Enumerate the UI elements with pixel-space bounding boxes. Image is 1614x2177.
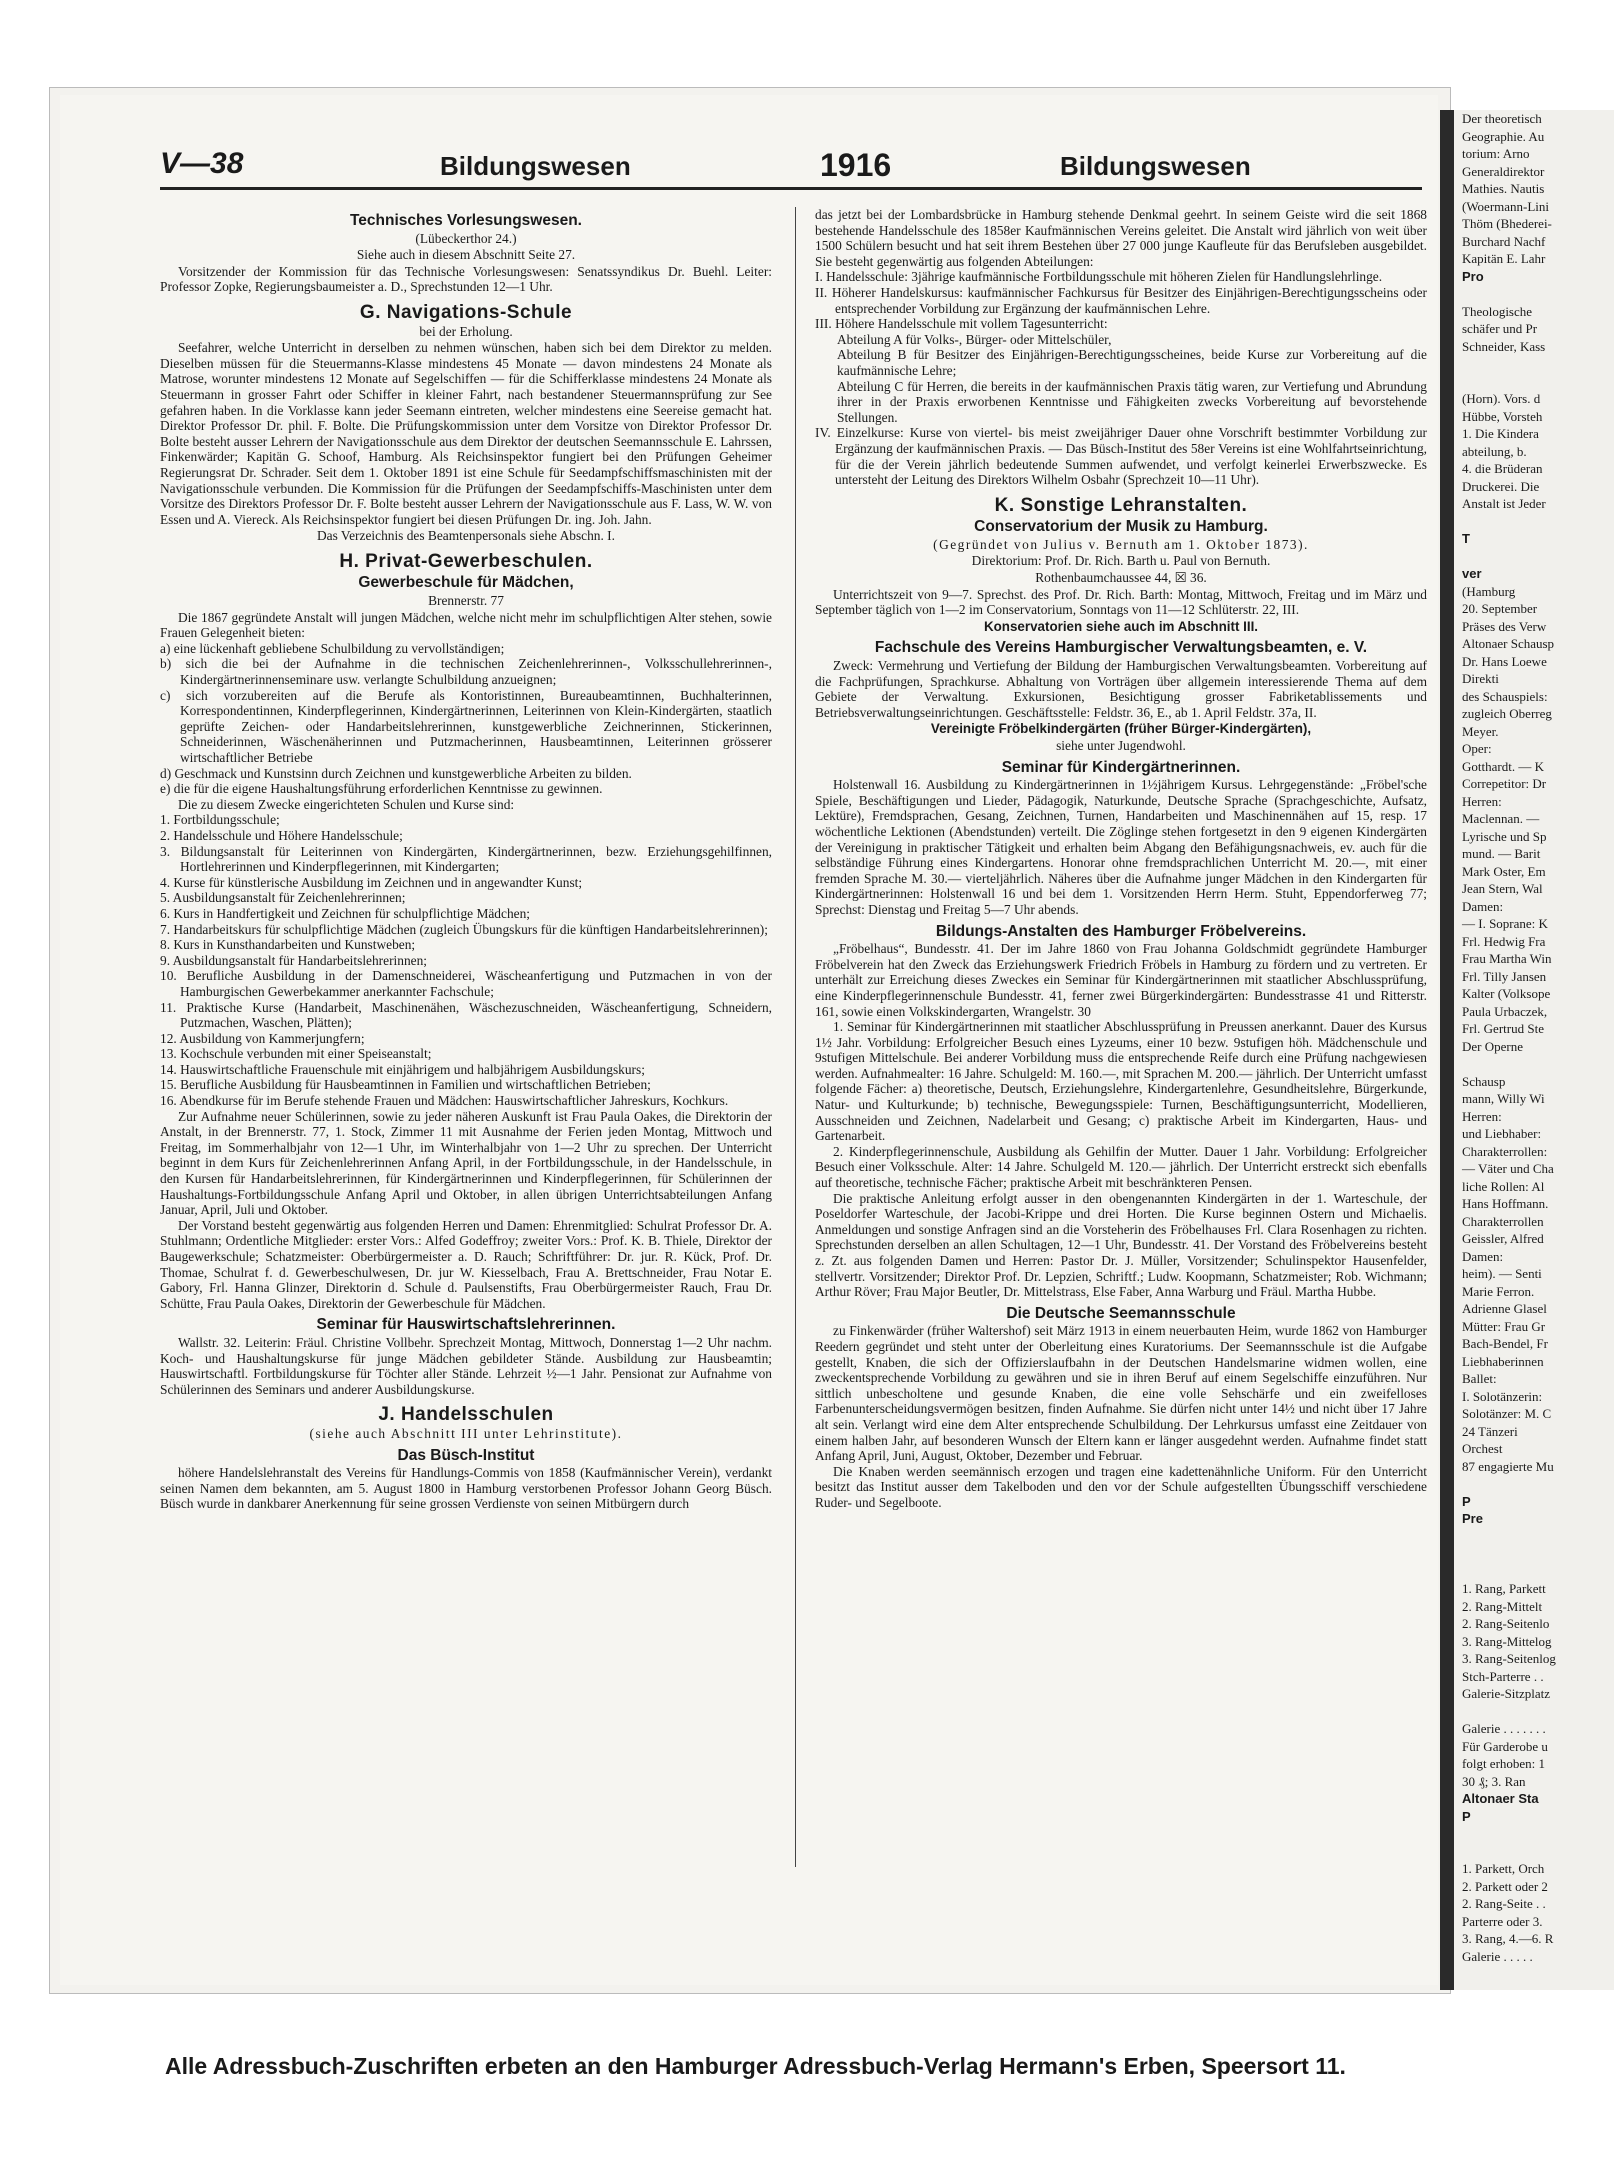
- list-item: 14. Hauswirtschaftliche Frauenschule mit einjährigem und halbjährigem Ausbildungskurs;: [160, 1061, 645, 1077]
- list-item: II. Höherer Handelskursus: kaufmännischer Fachkursus für Besitzer des Einjährigen-Berechtigungsscheins oder entsprechender Vorbildung zur Ergänzung der kaufmännischen Lehre.: [815, 284, 1427, 316]
- strip-line: Charakterrollen: [1462, 1213, 1544, 1229]
- strip-line: Mark Oster, Em: [1462, 863, 1546, 879]
- page-number: V—38: [160, 147, 244, 180]
- strip-line: des Schauspiels:: [1462, 688, 1548, 704]
- strip-line: Theologische: [1462, 303, 1533, 319]
- centered-line: Siehe auch in diesem Abschnitt Seite 27.: [356, 247, 576, 263]
- strip-line: Druckerei. Die: [1462, 478, 1540, 494]
- list-item: 13. Kochschule verbunden mit einer Speiseanstalt;: [160, 1046, 432, 1062]
- strip-line: Paula Urbaczek,: [1462, 1003, 1548, 1019]
- strip-line: [1454, 1825, 1614, 1843]
- paragraph: Vorsitzender der Kommission für das Technische Vorlesungswesen: Senatssyndikus Dr. Buehl. Leiter: Professor Zopke, Regierungsbaumeister a. D., Sprechstunden 12—1 Uhr.: [160, 263, 772, 295]
- strip-line: liche Rollen: Al: [1462, 1178, 1545, 1194]
- strip-line: Geissler, Alfred: [1462, 1231, 1544, 1246]
- strip-line: Meyer.: [1462, 723, 1499, 739]
- list-item: Abteilung A für Volks-, Bürger- oder Mittelschüler,: [837, 331, 1112, 347]
- strip-line: 1. Rang, Parkett: [1462, 1581, 1546, 1596]
- footer-notice: Alle Adressbuch-Zuschriften erbeten an den Hamburger Adressbuch-Verlag Hermann's Erben, Speersort 11.: [165, 2053, 1346, 2079]
- strip-line: Galerie-Sitzplatz: [1462, 1686, 1551, 1701]
- list-item: IV. Einzelkurse: Kurse von viertel- bis meist zweijähriger Dauer ohne Vorschrift bestimmter Vorbildung zur Ergänzung der kaufmännischen Praxis. — Das Büsch-Institut des 58er Vereins ist eine Wohlfahrtseinrichtung, für die der Verein jährlich bedeutende Summen aufwendet, und verfolgt keinerlei Erwerbszwecke. Es untersteht der Leitung des Direktors Wilhelm Osbahr (Sprechzeit 10—11 Uhr).: [815, 425, 1427, 488]
- paragraph: Die zu diesem Zwecke eingerichteten Schulen und Kurse sind:: [178, 796, 515, 812]
- strip-line: 2. Parkett oder 2: [1462, 1878, 1548, 1894]
- list-item: 12. Ausbildung von Kammerjungfern;: [160, 1030, 365, 1046]
- subsection-heading: Conservatorium der Musik zu Hamburg.: [974, 518, 1268, 536]
- strip-line: Frl. Gertrud Ste: [1462, 1021, 1544, 1036]
- document-page: [60, 95, 1438, 2079]
- strip-line: 3. Rang-Seitenlog: [1462, 1651, 1556, 1666]
- strip-line: P: [1462, 1808, 1471, 1824]
- subsection-heading: Technisches Vorlesungswesen.: [349, 212, 582, 229]
- centered-line: bei der Erholung.: [419, 323, 513, 339]
- list-item: b) sich die bei der Aufnahme in die technischen Zeichenlehrerinnen-, Volksschullehrerinnen-, Kindergärtnerinnenseminare usw. verlangte Schulbildung anzueignen;: [160, 656, 772, 688]
- list-item: 9. Ausbildungsanstalt für Handarbeitslehrerinnen;: [160, 952, 428, 968]
- left-column: [160, 207, 772, 1512]
- strip-line: 2. Rang-Seitenlo: [1462, 1616, 1550, 1631]
- running-title-right: Bildungswesen: [1060, 151, 1251, 181]
- strip-line: Solotänzer: M. C: [1462, 1406, 1552, 1421]
- list-item: 1. Fortbildungsschule;: [160, 812, 280, 828]
- strip-line: Parterre oder 3.: [1462, 1913, 1543, 1929]
- strip-line: P: [1462, 1493, 1471, 1509]
- strip-line: folgt erhoben: 1: [1462, 1756, 1546, 1771]
- list-item: 7. Handarbeitskurs für schulpflichtige Mädchen (zugleich Übungskurs für die künftigen Handarbeitslehrerinnen);: [160, 921, 768, 937]
- strip-line: Galerie . . . . .: [1462, 1948, 1533, 1964]
- paragraph: Die Knaben werden seemännisch erzogen und tragen eine kadettenähnliche Uniform. Für den Unterricht besitzt das Institut ausser dem Takelboden und den vor der Schule aufgestellten Übungsschiff verschiedene Ruder- und Segelboote.: [815, 1463, 1427, 1510]
- page-header: [160, 147, 1420, 183]
- strip-line: [1454, 1055, 1614, 1073]
- strip-line: Jean Stern, Wal: [1462, 881, 1543, 896]
- strip-line: Frl. Hedwig Fra: [1462, 933, 1546, 949]
- paragraph: 2. Kinderpflegerinnenschule, Ausbildung als Gehilfin der Mutter. Dauer 1 Jahr. Vorbildung: Erfolgreicher Besuch einer Volksschule. Alter: 14 Jahre. Schulgeld M. 120.— jährlich. Der Unterricht erstreckt sich ebenfalls auf theoretische, technische Fächer; praktische Arbeit mit beschränkteren Pensen.: [815, 1143, 1427, 1191]
- strip-line: Galerie . . . . . . .: [1462, 1721, 1546, 1736]
- list-item: 11. Praktische Kurse (Handarbeit, Maschinenähen, Wäschezuschneiden, Wäscheanfertigung, Schneidern, Putzmachen, Waschen, Plätten);: [160, 999, 772, 1031]
- strip-line: Orchest: [1462, 1441, 1503, 1456]
- paragraph: Unterrichtszeit von 9—7. Sprechst. des Prof. Dr. Rich. Barth: Montag, Mittwoch, Freitag und im März und September täglich von 1—2 im Conservatorium, Sonntags von 11—12 Schlüterstr. 22, III.: [815, 586, 1427, 618]
- strip-line: [1454, 1528, 1614, 1546]
- subsection-heading: Fachschule des Vereins Hamburgischer Verwaltungsbeamten, e. V.: [874, 639, 1368, 657]
- section-heading: K. Sonstige Lehranstalten.: [994, 494, 1248, 516]
- strip-line: Frl. Tilly Jansen: [1462, 968, 1547, 984]
- strip-line: mund. — Barit: [1462, 846, 1541, 861]
- strip-line: Damen:: [1462, 898, 1504, 914]
- strip-line: Hans Hoffmann.: [1462, 1196, 1549, 1211]
- strip-line: Schneider, Kass: [1462, 338, 1546, 354]
- centered-line: Brennerstr. 77: [428, 593, 504, 609]
- strip-line: Dr. Hans Loewe: [1462, 653, 1547, 669]
- strip-line: [1454, 373, 1614, 391]
- strip-line: 2. Rang-Mittelt: [1462, 1598, 1543, 1614]
- subsection-heading: Konservatorien siehe auch im Abschnitt III.: [983, 618, 1259, 634]
- section-heading: J. Handelsschulen: [378, 1404, 554, 1426]
- centered-line: Das Verzeichnis des Beamtenpersonals siehe Abschn. I.: [317, 528, 615, 544]
- strip-line: — I. Soprane: K: [1462, 916, 1548, 931]
- strip-line: I. Solotänzerin:: [1462, 1388, 1543, 1404]
- strip-line: Charakterrollen:: [1462, 1143, 1548, 1159]
- strip-line: Hübbe, Vorsteh: [1462, 408, 1543, 424]
- strip-line: [1454, 513, 1614, 531]
- strip-line: Adrienne Glasel: [1462, 1301, 1547, 1316]
- right-column: [815, 207, 1427, 1511]
- list-item: 5. Ausbildungsanstalt für Zeichenlehrerinnen;: [160, 890, 406, 906]
- header-rule: [160, 187, 1422, 190]
- centered-line: (Gegründet von Julius v. Bernuth am 1. Oktober 1873).: [933, 536, 1309, 552]
- subsection-heading: Seminar für Kindergärtnerinnen.: [1001, 758, 1241, 776]
- strip-line: [1454, 1475, 1614, 1493]
- strip-line: und Liebhaber:: [1462, 1126, 1542, 1141]
- strip-line: Der theoretisch: [1462, 111, 1542, 126]
- strip-line: Altonaer Sta: [1462, 1791, 1539, 1806]
- list-item: c) sich vorzubereiten auf die Berufe als Kontoristinnen, Bureaubeamtinnen, Buchhalterinnen, Korrespondentinnen, Kinderpflegerinnen, Kindergärtnerinnen, Leiterinnen von Klein-Kindergärten, staatlich geprüfte Zeichen- oder Handarbeitslehrerinnen, kunstgewerbliche Zeichnerinnen, Stickerinnen, Schneiderinnen, Wäschenäherinnen und Putzmacherinnen, Hausbeamtinnen, Leiterinnen grösserer wirtschaftlicher Betriebe: [160, 687, 772, 765]
- list-item: 4. Kurse für künstlerische Ausbildung im Zeichnen und in angewandter Kunst;: [160, 874, 583, 890]
- subsection-heading: Gewerbeschule für Mädchen,: [358, 574, 574, 592]
- strip-line: Lyrische und Sp: [1462, 828, 1547, 844]
- strip-line: 3. Rang, 4.—6. R: [1462, 1931, 1554, 1946]
- list-item: 8. Kurs in Kunsthandarbeiten und Kunstweben;: [160, 937, 416, 953]
- strip-line: 20. September: [1462, 601, 1538, 616]
- strip-line: 2. Rang-Seite . .: [1462, 1896, 1546, 1911]
- strip-line: T: [1462, 531, 1470, 546]
- strip-line: abteilung, b.: [1462, 443, 1527, 459]
- strip-line: — Väter und Cha: [1462, 1161, 1554, 1176]
- running-title-left: Bildungswesen: [440, 151, 631, 181]
- subsection-heading: Bildungs-Anstalten des Hamburger Fröbelvereins.: [935, 922, 1307, 940]
- paragraph: Zur Aufnahme neuer Schülerinnen, sowie zu jeder näheren Auskunft ist Frau Paula Oakes, die Direktorin der Anstalt, in der Brennerstr. 77, 1. Stock, Zimmer 11 mit Ausnahme der Ferien jeden Montag, Mittwoch und Freitag, im Sommerhalbjahr von 12—1 Uhr, im Winterhalbjahr von 1—2 Uhr zu sprechen. Der Unterricht beginnt in dem Kurs für Zeichenlehrerinnen Anfang April, in der Fortbildungsschule, in der Handelsschule, in den Kursen für Handarbeitslehrerinnen, für Kindergärtnerinnen und Kinderpflegerinnen, für Schülerinnen der Haushaltungs-Fortbildungsschule Anfang April und Oktober, in allen übrigen Unterrichtsabteilungen Anfang Januar, April, Juli und Oktober.: [160, 1108, 772, 1218]
- strip-line: 30 ₰; 3. Ran: [1462, 1773, 1526, 1789]
- list-item: III. Höhere Handelsschule mit vollem Tagesunterricht:: [815, 316, 1108, 332]
- centered-line: Direktorium: Prof. Dr. Rich. Barth u. Paul von Bernuth.: [971, 553, 1271, 569]
- centered-line: siehe unter Jugendwohl.: [1056, 738, 1186, 753]
- strip-line: Mathies. Nautis: [1462, 181, 1545, 196]
- paragraph: Wallstr. 32. Leiterin: Fräul. Christine Vollbehr. Sprechzeit Montag, Mittwoch, Donnerstag 1—2 Uhr nachm. Koch- und Haushaltungskurse für junge Mädchen gebildeter Stände. Ausbildung zur Hausbeamtin; Hauswirtschaftl. Fortbildungskurse für Töchter aller Stände. Lehrzeit ½—1 Jahr. Pensionat zur Aufnahme von Schülerinnen des Seminars und anderer Ausbildungskurse.: [160, 1334, 772, 1397]
- subsection-heading: Die Deutsche Seemannsschule: [1006, 1304, 1236, 1322]
- subsection-heading: Seminar für Hauswirtschaftslehrerinnen.: [316, 1316, 616, 1334]
- strip-line: [1454, 1843, 1614, 1861]
- strip-line: schäfer und Pr: [1462, 321, 1538, 336]
- column-divider: [795, 207, 796, 1867]
- strip-line: [1454, 1703, 1614, 1721]
- strip-line: zugleich Oberreg: [1462, 706, 1552, 721]
- strip-line: (Woermann-Lini: [1462, 198, 1550, 214]
- strip-line: Generaldirektor: [1462, 163, 1545, 179]
- list-item: a) eine lückenhaft gebliebene Schulbildung zu vervollständigen;: [160, 640, 505, 656]
- paragraph: zu Finkenwärder (früher Waltershof) seit März 1913 in einem neuerbauten Heim, wurde 1862 von Hamburger Reedern gegründet und steht unter der Oberleitung eines Kuratoriums. Der Seemannsschule ist die Aufgabe gestellt, Knaben, die sich der Offizierslaufbahn in der Deutschen Handelsmarine widmen wollen, eine zweckentsprechende Vorbildung zu gewähren und sie in ihren Beruf auf einem Segelschiffe einzuführen. Nur sittlich unbescholtene und gesunde Knaben, die eine volle Sehschärfe und ein zweifelloses Farbenunterscheidungsvermögen besitzen, finden Aufnahme. Sie dürfen nicht unter 14½ und nicht über 17 Jahre alt sein. Verlangt wird eine dem Alter entsprechende Schulbildung. Der Lehrkursus umfasst eine Zeitdauer von einem halben Jahr, auf besonderen Wunsch der Eltern kann er länger ausgedehnt werden. Aufnahme findet statt Anfang April, Juni, August, Oktober, Dezember und Februar.: [815, 1323, 1427, 1464]
- list-item: d) Geschmack und Kunstsinn durch Zeichnen und kunstgewerbliche Arbeiten zu bilden.: [160, 765, 632, 781]
- adjacent-page-strip: [1440, 110, 1614, 1990]
- strip-line: Pre: [1462, 1511, 1483, 1526]
- strip-line: 1. Parkett, Orch: [1462, 1861, 1545, 1876]
- strip-line: 1. Die Kindera: [1462, 426, 1539, 441]
- paragraph: Holstenwall 16. Ausbildung zu Kindergärtnerinnen in 1½jährigem Kursus. Lehrgegenstände: „Fröbel'sche Spiele, Beschäftigungen und Lieder, Pädagogik, Naturkunde, Deutsche Sprache (Sprachgeschichte, Aufsatz, Lektüre), Fremdsprachen, Gesang, Zeichnen, Turnen, Handarbeiten und Maschinennähen auf 15, resp. 17 wöchentliche Lektionen (Abendstunden) verteilt. Die Zöglinge stehen fortgesetzt in den 9 eigenen Kindergärten der Vereinigung in praktischer Tätigkeit und erhalten beim Abgang den Befähigungsnachweis, ev. auch für die selbständige Führung eines Kindergartens. Honorar ohne fremdsprachlichen Unterricht M. 20.—, mit einer fremden Sprache M. 30.— vierteljährlich. Näheres über die Aufnahme junger Mädchen in den Kindergarten für Kindergärtnerinnen: Holstenwall 16 und bei dem 1. Vorsitzenden Herrn Herm. Stuht, Eppendorferweg 77; Sprechst: Dienstag und Freitag 5—7 Uhr abends.: [815, 777, 1427, 917]
- strip-line: Correpetitor: Dr: [1462, 776, 1547, 791]
- paragraph: Seefahrer, welche Unterricht in derselben zu nehmen wünschen, haben sich bei dem Direktor zu melden. Dieselben müssen für die Steuermanns-Klasse mindestens 45 Monate — davon mindestens 24 Monate als Matrose, worunter mindestens 12 Monate auf Segelschiffen — für die Schifferklasse mindestens 24 Monate als Steuermann in grosser Fahrt oder Schiffer in kleiner Fahrt, nach bestandener Steuermannsprüfung zur See gefahren haben. In die Vorklasse kann jeder Seemann eintreten, welcher mindestens eine Seereise gemacht hat. Direktor Professor Dr. phil. F. Bolte. Die Prüfungskommission unter dem Vorsitze von Direktor Professor Dr. Bolte besteht ausser Lehrern der Navigationsschule aus dem Direktor der deutschen Seemannsschule E. Lahrssen, Finkenwärder; Kapitän G. Schoof, Hamburg. Als Reichsinspektor fungiert bei den Prüfungen Geheimer Regierungsrat Dr. Schrader. Seit dem 1. Oktober 1891 ist eine Schule für Seedampfschiffsmaschinisten mit der Navigationsschule verbunden. Die Kommission für die Prüfungen der Seedampfschiffs-Maschinisten unter dem Vorsitze des Direktors Professor Dr. F. Bolte besteht ausser Lehrern der Navigationsschule aus F. Lass, W. W. von Essen und A. Viereck. Als Reichsinspektor fungiert bei diesen Prüfungen Dr. ing. Joh. Jahn.: [160, 340, 772, 527]
- strip-line: Thöm (Bhederei-: [1462, 216, 1552, 231]
- strip-line: Gotthardt. — K: [1462, 758, 1544, 774]
- strip-line: (Hamburg: [1462, 583, 1516, 599]
- list-item: 16. Abendkurse für im Berufe stehende Frauen und Mädchen: Hauswirtschaftlicher Jahreskurs, Kochkurs.: [160, 1093, 729, 1109]
- section-heading: G. Navigations-Schule: [359, 301, 573, 323]
- strip-line: 24 Tänzeri: [1462, 1423, 1518, 1439]
- paragraph: Der Vorstand besteht gegenwärtig aus folgenden Herren und Damen: Ehrenmitglied: Schulrat Professor Dr. A. Stuhlmann; Ordentliche Mitglieder: erster Vors.: Alfed Godeffroy; zweiter Vors.: Prof. K. B. Thiele, Direktor der Baugewerkschule; Schatzmeister: Oberbürgermeister a. D. Rauch; Schriftführer: Dr. jur. R. Kück, Prof. Dr. Thomae, Schulrat f. d. Gewerbeschulwesen, Dr. jur W. Kiesselbach, Frau A. Brettschneider, Frau Notar E. Gabory, Frl. Hanna Glinzer, Direktorin d. Schule d. Paulsenstifts, Frau Oberbürgermeister Rauch, Frau Dr. Schütte, Frau Paula Oakes, Direktorin der Gewerbeschule für Mädchen.: [160, 1217, 772, 1311]
- list-item: I. Handelsschule: 3jährige kaufmännische Fortbildungsschule mit höheren Zielen für Handlungslehrlinge.: [815, 269, 1383, 285]
- strip-line: torium: Arno: [1462, 146, 1530, 161]
- strip-line: [1454, 285, 1614, 303]
- strip-line: Stch-Parterre . .: [1462, 1668, 1544, 1684]
- strip-line: [1454, 355, 1614, 373]
- paragraph: höhere Handelslehranstalt des Vereins für Handlungs-Commis von 1858 (Kaufmännischer Verein), verdankt seinen Namen dem bekannten, am 5. August 1800 in Hamburg verstorbenen Professor Johann Georg Büsch. Büsch wurde in dankbarer Anerkennung für seine grossen Verdienste von seinen Mitbürgern durch: [160, 1465, 772, 1512]
- strip-line: 87 engagierte Mu: [1462, 1458, 1554, 1474]
- centered-line: (Lübeckerthor 24.): [415, 230, 517, 246]
- strip-line: Kalter (Volksope: [1462, 986, 1551, 1001]
- strip-line: Präses des Verw: [1462, 618, 1547, 634]
- strip-line: Liebhaberinnen: [1462, 1353, 1544, 1369]
- subsection-heading: Das Büsch-Institut: [397, 1446, 535, 1464]
- strip-line: Anstalt ist Jeder: [1462, 496, 1546, 511]
- strip-line: ver: [1462, 566, 1482, 581]
- list-item: 2. Handelsschule und Höhere Handelsschule;: [160, 827, 403, 843]
- strip-line: Maclennan. —: [1462, 811, 1540, 826]
- centered-line: (siehe auch Abschnitt III unter Lehrinstitute).: [309, 1425, 623, 1441]
- strip-line: [1454, 1545, 1614, 1563]
- paragraph: „Fröbelhaus“, Bundesstr. 41. Der im Jahre 1860 von Frau Johanna Goldschmidt gegründete Hamburger Fröbelverein hat den Zweck das Erziehungswerk Friedrich Fröbels in Hamburg zu fördern und zu vertreten. Er unterhält zur Erreichung dieses Zweckes ein Seminar für Kindergärtnerinnen mit staatlicher Abschlussprüfung, eine Kinderpflegerinnenschule Bundesstr. 41, ferner zwei Bürgerkindergärten: Bundesstrasse 41 und Ritterstr. 161, sowie einen Volkskindergarten, Wrangelstr. 30: [815, 941, 1427, 1019]
- strip-line: heim). — Senti: [1462, 1266, 1542, 1281]
- strip-line: Der Operne: [1462, 1038, 1523, 1054]
- strip-line: Bach-Bendel, Fr: [1462, 1336, 1548, 1351]
- paragraph: 1. Seminar für Kindergärtnerinnen mit staatlicher Abschlussprüfung in Preussen anerkannt. Dauer des Kursus 1½ Jahr. Vorbildung: Erfolgreicher Besuch eines Lyzeums, einer 10 bezw. 9stufigen höh. Mädchenschule und 9stufigen Mittelschule. Bei anderer Vorbildung muss die entsprechende Reife durch eine Prüfung nachgewiesen werden. Aufnahmealter: 16 Jahre. Schulgeld: M. 160.—, mit Sprachen M. 200.— jährlich. Der Unterricht umfasst folgende Fächer: a) theoretische, Deutsch, Erziehungslehre, Kindergartenlehre, Gesundheitslehre, Bürgerkunde, Natur- und Kulturkunde; b) technische, Bewegungsspiele: Turnen, Beschäftigungsunterricht, Modellieren, Ausschneiden und Zeichnen, Nadelarbeit und Gesang; c) praktische Arbeit im Kindergarten, Haus- und Gartenarbeit.: [815, 1019, 1427, 1144]
- paragraph: das jetzt bei der Lombardsbrücke in Hamburg stehende Denkmal geehrt. In seinem Geiste wird die seit 1868 bestehende Handelsschule des 1858er Kaufmännischen Vereins geleitet. Die Anstalt wird jährlich von weit über 1500 Schülern besucht und hat seit ihrem Bestehen über 27 000 junge Kaufleute für das Berufsleben ausgebildet. Sie besteht gegenwärtig aus folgenden Abteilungen:: [815, 207, 1427, 269]
- strip-line: Kapitän E. Lahr: [1462, 251, 1546, 266]
- list-item: e) die für die eigene Haushaltungsführung erforderlichen Kenntnisse zu gewinnen.: [160, 781, 603, 797]
- strip-line: Mütter: Frau Gr: [1462, 1318, 1546, 1334]
- strip-line: Altonaer Schausp: [1462, 636, 1555, 651]
- centered-line: Rothenbaumchaussee 44, ☒ 36.: [1035, 570, 1207, 586]
- strip-line: Oper:: [1462, 741, 1492, 756]
- strip-line: Damen:: [1462, 1248, 1504, 1264]
- list-item: 10. Berufliche Ausbildung in der Damenschneiderei, Wäscheanfertigung und Putzmachen in von der Hamburgischen Gewerbekammer anerkannter Fachschule;: [160, 968, 772, 999]
- paragraph: Zweck: Vermehrung und Vertiefung der Bildung der Hamburgischen Verwaltungsbeamten. Vorbereitung auf die Fachprüfungen, Sprachkurse. Abhaltung von Vorträgen über allgemein interessierende Thema auf dem Gebiete der Verwaltung. Exkursionen, Besichtigung grosser Fabriketablissements und Betriebsverwaltungseinrichtungen. Geschäftsstelle: Feldstr. 36, E., ab 1. April Feldstr. 37a, II.: [815, 658, 1427, 720]
- strip-line: Frau Martha Win: [1462, 951, 1552, 966]
- strip-line: Schausp: [1462, 1073, 1506, 1089]
- year: 1916: [820, 147, 892, 183]
- strip-line: 4. die Brüderan: [1462, 461, 1543, 476]
- strip-line: Ballet:: [1462, 1371, 1497, 1386]
- paragraph: Die praktische Anleitung erfolgt ausser in den obengenannten Kindergärten in der 1. Warteschule, der Poseldorfer Warteschule, der Jacobi-Krippe und drei Horten. Die Kurse beginnen Ostern und Michaelis. Anmeldungen und sonstige Anfragen sind an die Vorsteherin des Fröbelhauses Frl. Clara Rosenhagen zu richten. Sprechstunden derselben an allen Schultagen, 12—1 Uhr, Bundesstr. 41. Der Vorstand des Fröbelvereins besteht z. Zt. aus folgenden Damen und Herren: Pastor Dr. J. Müller, Vorsitzender; Schulinspektor Hausenfelder, stellvertr. Vorsitzender; Direktor Prof. Dr. Lepzien, Schriftf.; Ludw. Koopmann, Schatzmeister; Rob. Wichmann; Arthur Röver; Frau Major Beutler, Dr. Mittelstrass, Else Faber, Anna Warburg und Fräul. Martha Hubbe.: [815, 1190, 1427, 1300]
- list-item: Abteilung C für Herren, die bereits in der kaufmännischen Praxis tätig waren, zur Vertiefung und Abrundung ihrer in der Praxis erworbenen Kenntnisse und Fähigkeiten zwecks Vorbereitung auf bevorstehende Stellungen.: [837, 378, 1427, 425]
- strip-line: mann, Willy Wi: [1462, 1091, 1545, 1106]
- strip-line: Geographie. Au: [1462, 128, 1545, 144]
- strip-line: Pro: [1462, 268, 1484, 284]
- strip-line: Herren:: [1462, 793, 1502, 809]
- list-item: 6. Kurs in Handfertigkeit und Zeichnen für schulpflichtige Mädchen;: [160, 905, 530, 921]
- list-item: 3. Bildungsanstalt für Leiterinnen von Kindergärten, Kindergärtnerinnen, bezw. Erziehungsgehilfinnen, Hortlehrerinnen und Kinderpflegerinnen, mit Kindergarten;: [160, 843, 772, 875]
- strip-line: Burchard Nachf: [1462, 233, 1546, 249]
- strip-line: Herren:: [1462, 1108, 1502, 1124]
- list-item: Abteilung B für Besitzer des Einjährigen-Berechtigungsscheines, beide Kurse zur Vorbereitung auf die kaufmännische Lehre;: [837, 347, 1427, 378]
- strip-line: Marie Ferron.: [1462, 1283, 1535, 1299]
- strip-line: [1454, 1563, 1614, 1581]
- paragraph: Die 1867 gegründete Anstalt will jungen Mädchen, welche nicht mehr im schulpflichtigen Alter stehen, sowie Frauen Gelegenheit bieten:: [160, 609, 772, 641]
- section-heading: H. Privat-Gewerbeschulen.: [339, 550, 593, 572]
- strip-line: Für Garderobe u: [1462, 1738, 1548, 1754]
- strip-line: [1454, 548, 1614, 566]
- strip-line: (Horn). Vors. d: [1462, 391, 1541, 406]
- list-item: 15. Berufliche Ausbildung für Hausbeamtinnen in Familien und wirtschaftlichen Betrieben;: [160, 1077, 651, 1093]
- strip-line: Direkti: [1462, 671, 1499, 686]
- strip-line: 3. Rang-Mittelog: [1462, 1633, 1552, 1649]
- subsection-heading: Vereinigte Fröbelkindergärten (früher Bürger-Kindergärten),: [930, 721, 1312, 737]
